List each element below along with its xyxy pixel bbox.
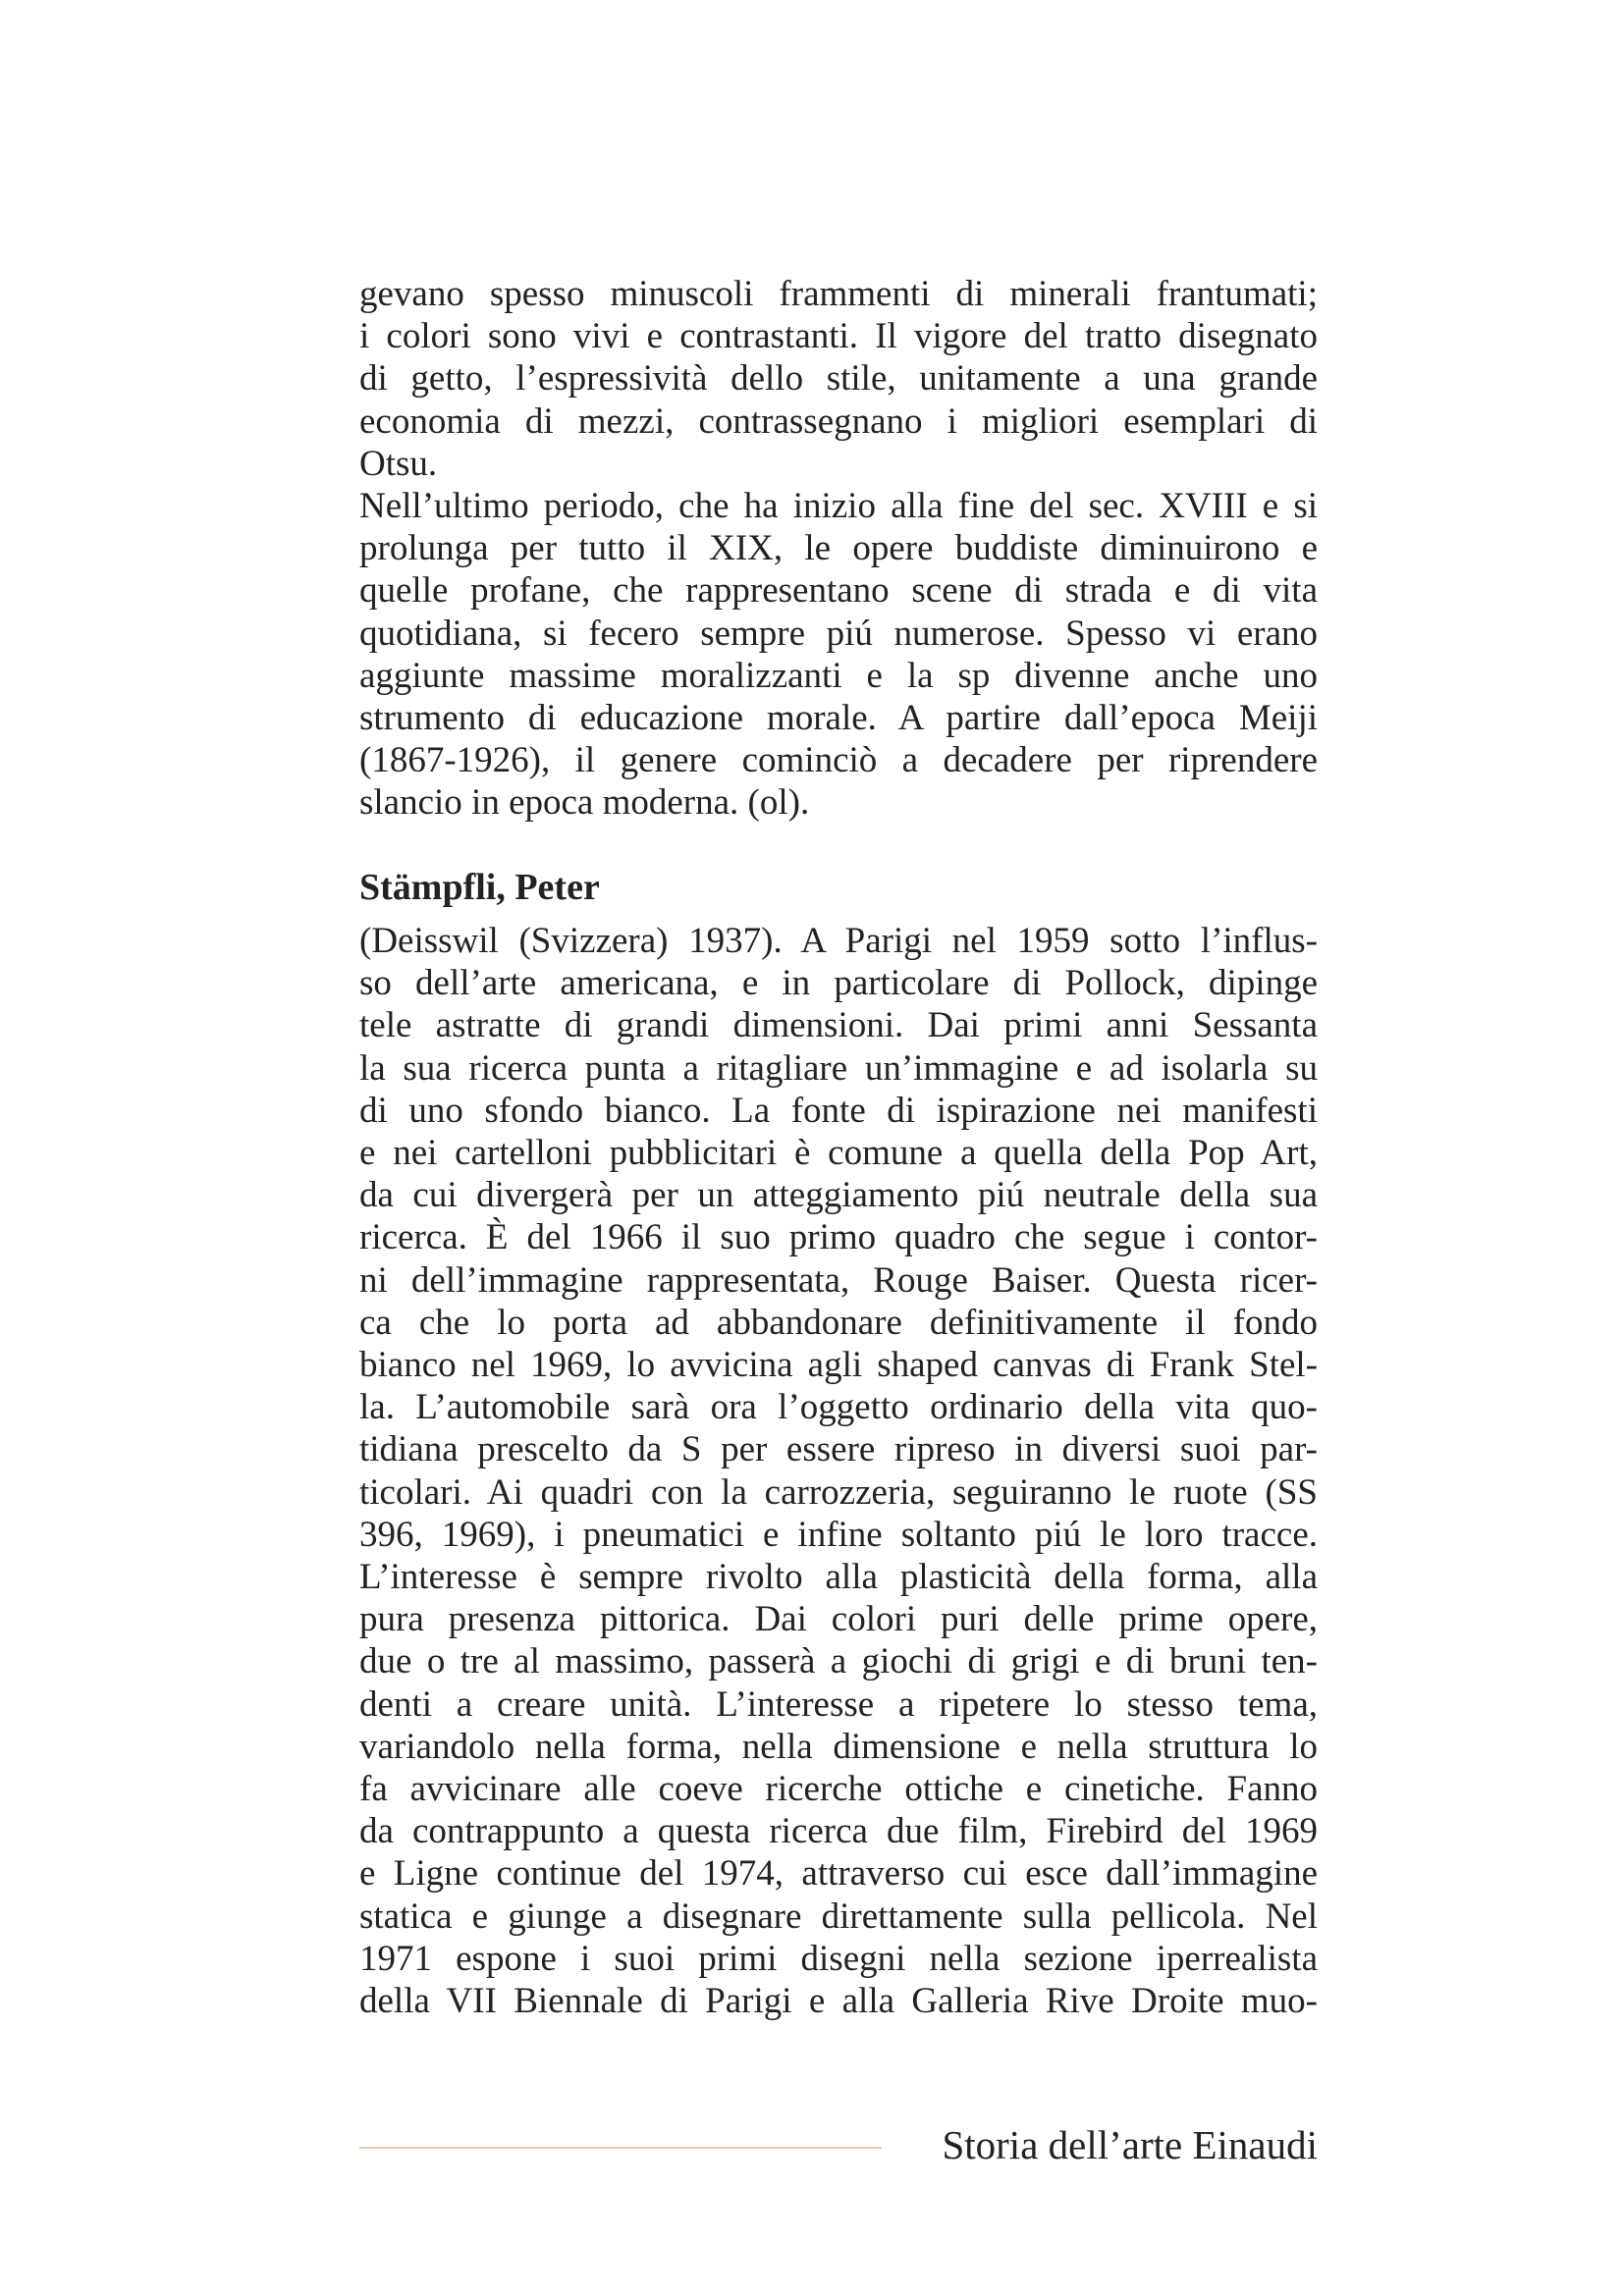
text-line: 1971 espone i suoi primi disegni nella sezione iperrealista: [359, 1938, 1318, 1979]
footer-rule: [359, 2147, 882, 2149]
text-line: e nei cartelloni pubblicitari è comune a quella della Pop Art,: [359, 1133, 1318, 1174]
text-line: ni dell’immagine rappresentata, Rouge Baiser. Questa ricer-: [359, 1259, 1318, 1301]
text-line: quotidiana, si fecero sempre piú numerose. Spesso vi erano: [359, 613, 1318, 654]
text-line: la sua ricerca punta a ritagliare un’immagine e ad isolarla su: [359, 1047, 1318, 1089]
text-line: ca che lo porta ad abbandonare definitivamente il fondo: [359, 1302, 1318, 1343]
text-line: e Ligne continue del 1974, attraverso cui esce dall’immagine: [359, 1853, 1318, 1895]
text-line: statica e giunge a disegnare direttamente sulla pellicola. Nel: [359, 1896, 1318, 1937]
text-line: di uno sfondo bianco. La fonte di ispirazione nei manifesti: [359, 1090, 1318, 1131]
text-line: ticolari. Ai quadri con la carrozzeria, seguiranno le ruote (SS: [359, 1471, 1318, 1513]
text-line: prolunga per tutto il XIX, le opere buddiste diminuirono e: [359, 528, 1318, 569]
text-line: tidiana prescelto da S per essere ripreso in diversi suoi par-: [359, 1429, 1318, 1470]
text-line: (1867-1926), il genere cominciò a decadere per riprendere: [359, 740, 1318, 781]
entry-body: [359, 920, 1318, 2022]
text-line: due o tre al massimo, passerà a giochi di grigi e di bruni ten-: [359, 1641, 1318, 1682]
text-line: L’interesse è sempre rivolto alla plasticità della forma, alla: [359, 1557, 1318, 1598]
text-line: denti a creare unità. L’interesse a ripetere lo stesso tema,: [359, 1683, 1318, 1725]
text-line: ricerca. È del 1966 il suo primo quadro che segue i contor-: [359, 1217, 1318, 1258]
text-line: quelle profane, che rappresentano scene di strada e di vita: [359, 570, 1318, 612]
text-line: della VII Biennale di Parigi e alla Galleria Rive Droite muo-: [359, 1981, 1318, 2022]
text-line: Nell’ultimo periodo, che ha inizio alla fine del sec. XVIII e si: [359, 486, 1318, 527]
text-line: strumento di educazione morale. A partire dall’epoca Meiji: [359, 698, 1318, 739]
entry-heading: Stämpfli, Peter: [359, 867, 600, 908]
text-line: di getto, l’espressività dello stile, unitamente a una grande: [359, 358, 1318, 400]
text-line: slancio in epoca moderna. (ol).: [359, 782, 810, 824]
text-line: variandolo nella forma, nella dimensione e nella struttura lo: [359, 1726, 1318, 1767]
text-line: (Deisswil (Svizzera) 1937). A Parigi nel 1959 sotto l’influs-: [359, 921, 1318, 961]
text-line: so dell’arte americana, e in particolare di Pollock, dipinge: [359, 963, 1318, 1004]
text-line: la. L’automobile sarà ora l’oggetto ordinario della vita quo-: [359, 1387, 1318, 1428]
text-line: economia di mezzi, contrassegnano i migliori esemplari di: [359, 400, 1318, 442]
text-line: da cui divergerà per un atteggiamento piú neutrale della sua: [359, 1175, 1318, 1216]
text-line: 396, 1969), i pneumatici e infine soltanto piú le loro tracce.: [359, 1514, 1318, 1555]
intro-paragraphs: [359, 273, 1318, 825]
text-line: pura presenza pittorica. Dai colori puri delle prime opere,: [359, 1599, 1318, 1640]
text-line: i colori sono vivi e contrastanti. Il vigore del tratto disegnato: [359, 316, 1318, 357]
text-line: tele astratte di grandi dimensioni. Dai primi anni Sessanta: [359, 1005, 1318, 1046]
text-line: fa avvicinare alle coeve ricerche ottiche e cinetiche. Fanno: [359, 1769, 1318, 1810]
text-line: aggiunte massime moralizzanti e la sp divenne anche uno: [359, 655, 1318, 696]
text-line: gevano spesso minuscoli frammenti di minerali frantumati;: [359, 274, 1318, 314]
footer-publisher: Storia dell’arte Einaudi: [942, 2122, 1318, 2167]
text-line: bianco nel 1969, lo avvicina agli shaped canvas di Frank Stel-: [359, 1345, 1318, 1386]
text-line: Otsu.: [359, 443, 438, 484]
text-line: da contrappunto a questa ricerca due film, Firebird del 1969: [359, 1811, 1318, 1852]
